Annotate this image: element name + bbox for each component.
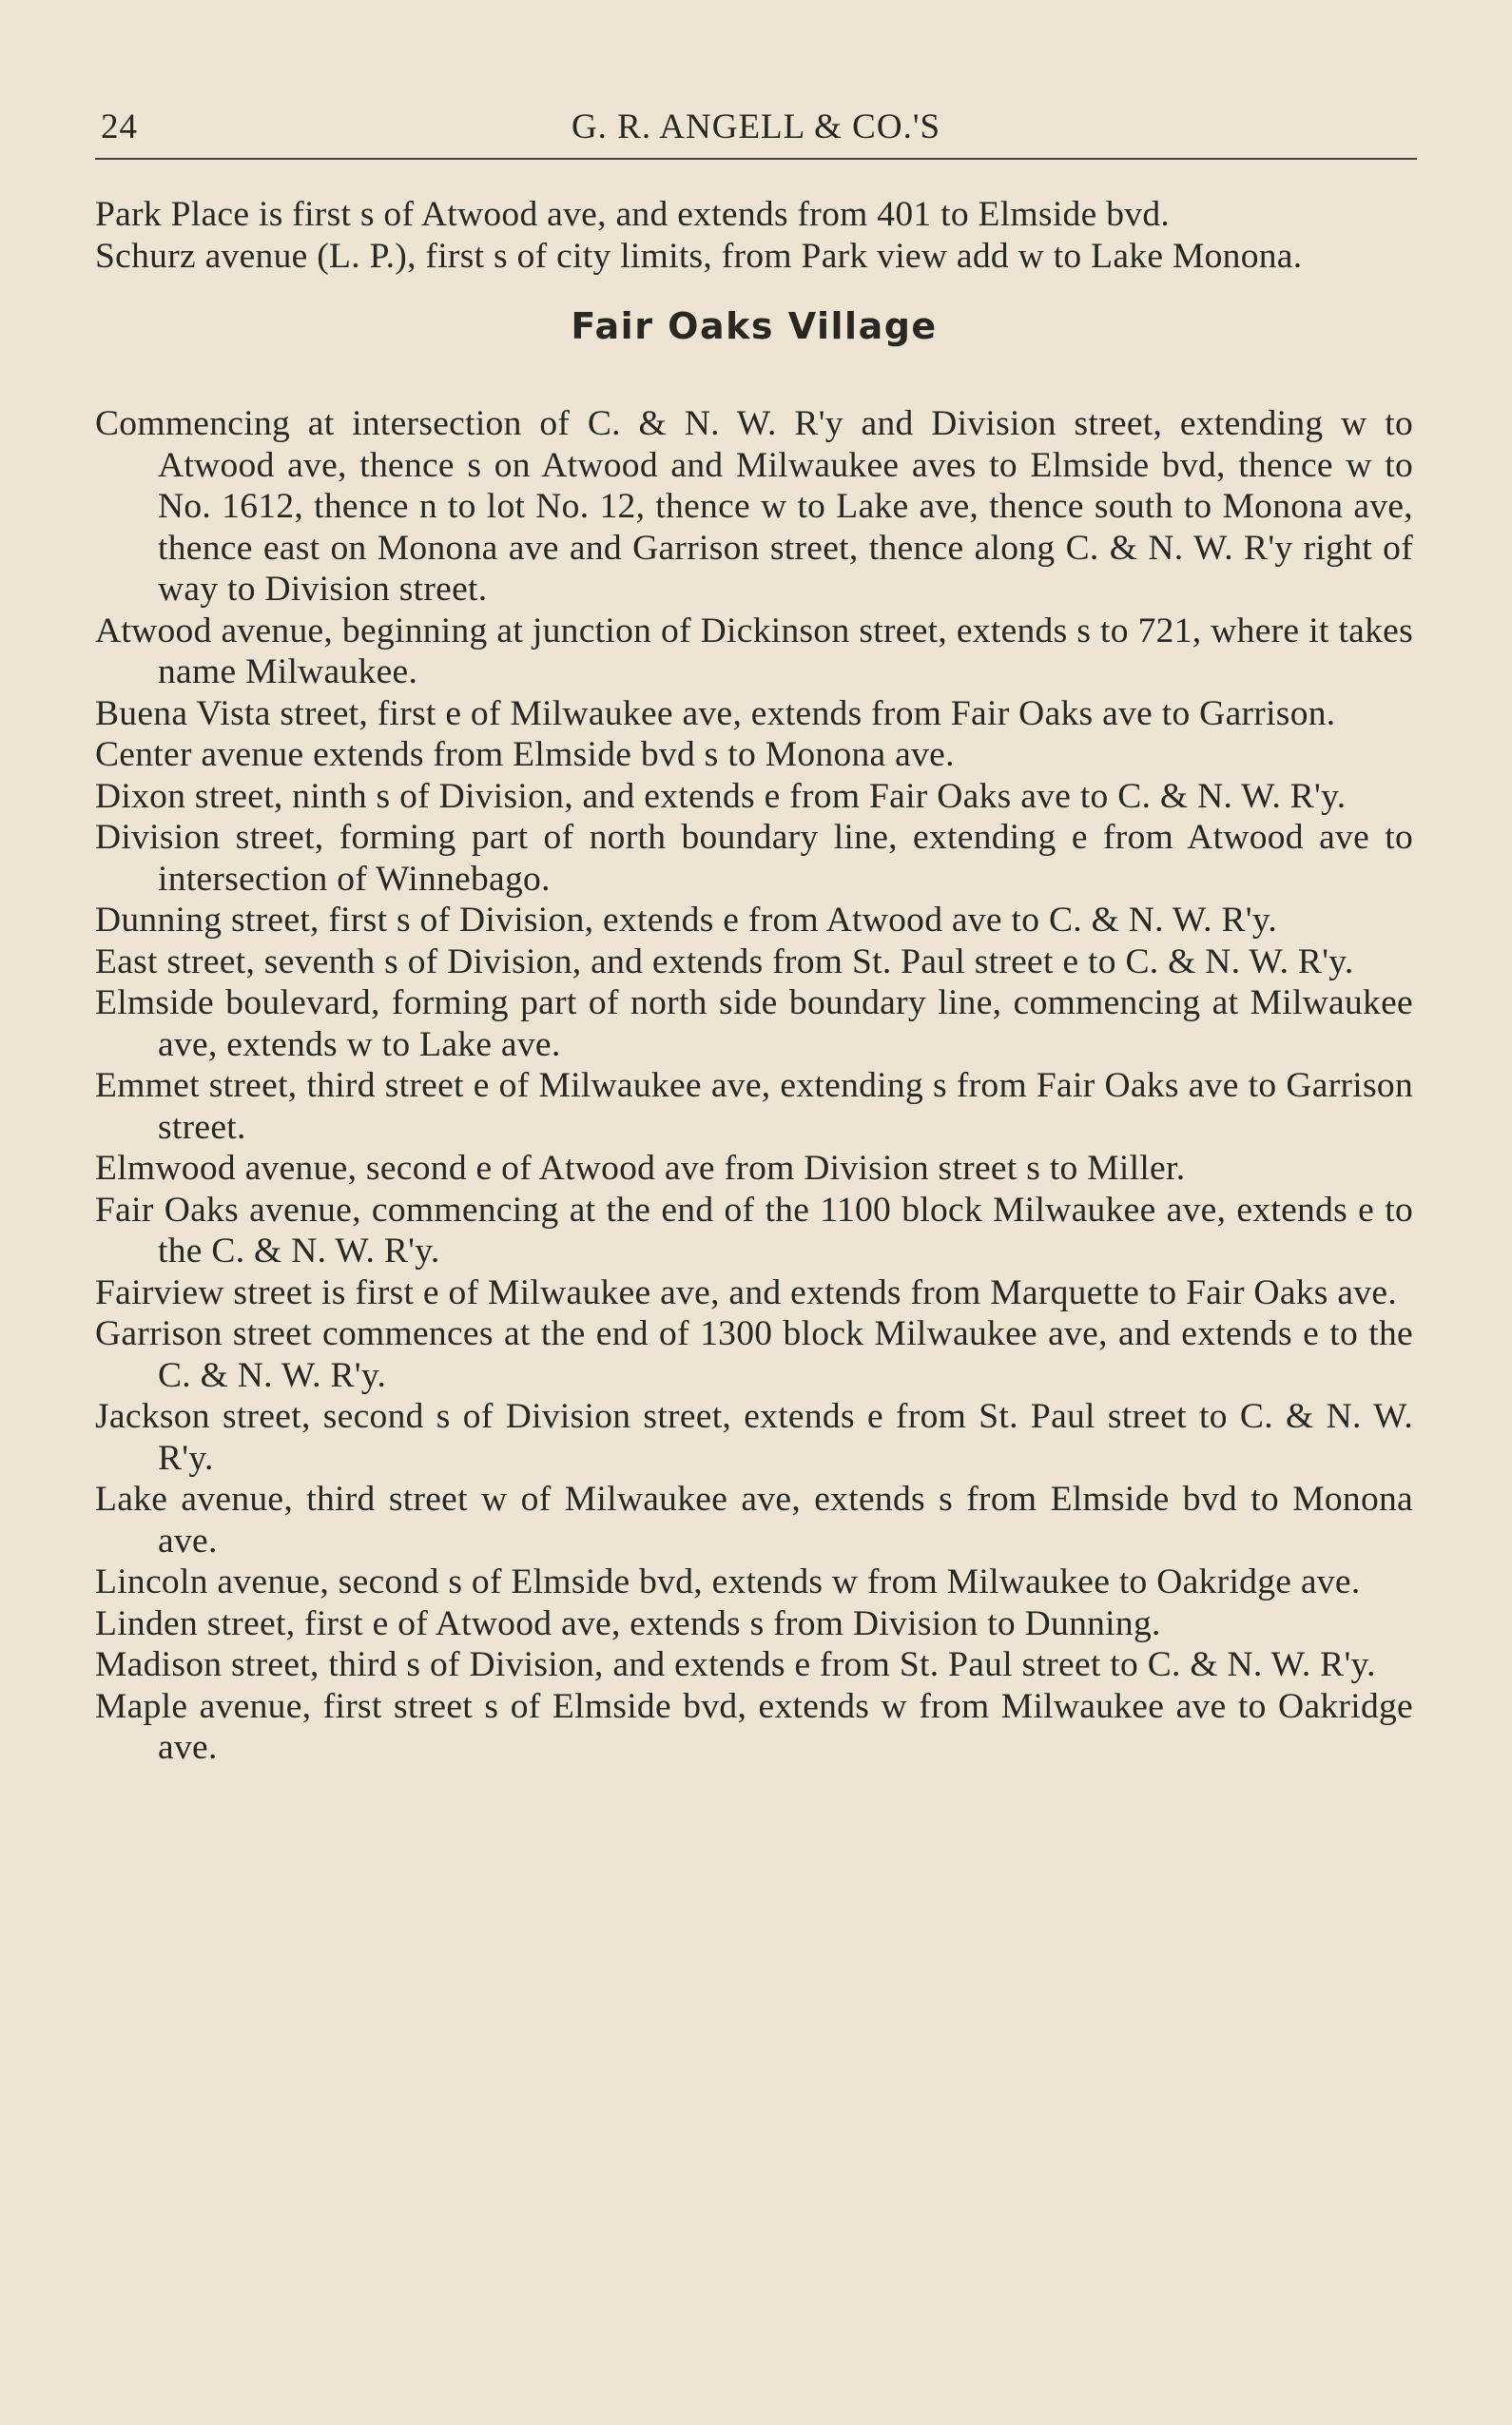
street-entry: Park Place is first s of Atwood ave, and extends from 401 to Elmside bvd. [95, 195, 1171, 234]
street-entry: Madison street, third s of Division, and extends e from St. Paul street to C. & N. W. R'y. [95, 1645, 1376, 1684]
section-heading: Fair Oaks Village [571, 305, 938, 347]
street-entry: Lake avenue, third street w of Milwaukee ave, extends s from Elmside bvd to Monona ave. [95, 1480, 1413, 1561]
page-header [95, 107, 1417, 152]
street-entry: Fairview street is first e of Milwaukee ave, and extends from Marquette to Fair Oaks ave. [95, 1272, 1397, 1312]
street-entry: Maple avenue, first street s of Elmside bvd, extends w from Milwaukee ave to Oakridge ave. [95, 1686, 1413, 1767]
street-entry: Lincoln avenue, second s of Elmside bvd, extends w from Milwaukee to Oakridge ave. [95, 1562, 1361, 1601]
street-entry: Garrison street commences at the end of 1300 block Milwaukee ave, and extends e to the C. & N. W. R'y. [95, 1314, 1413, 1395]
street-entry: Center avenue extends from Elmside bvd s to Monona ave. [95, 735, 955, 774]
running-head: G. R. ANGELL & CO.'S [571, 107, 941, 146]
street-entry: Elmwood avenue, second e of Atwood ave from Division street s to Miller. [95, 1149, 1186, 1188]
street-entry: Jackson street, second s of Division street, extends e from St. Paul street to C. & N. W. R'y. [95, 1397, 1413, 1478]
page-number: 24 [101, 107, 138, 146]
street-entry: Buena Vista street, first e of Milwaukee ave, extends from Fair Oaks ave to Garrison. [95, 693, 1336, 733]
street-entry: Schurz avenue (L. P.), first s of city limits, from Park view add w to Lake Monona. [95, 236, 1303, 276]
street-entry: Dunning street, first s of Division, extends e from Atwood ave to C. & N. W. R'y. [95, 901, 1278, 940]
street-entry: Division street, forming part of north boundary line, extending e from Atwood ave to intersection of Winnebago. [95, 818, 1413, 899]
street-entry: East street, seventh s of Division, and extends from St. Paul street e to C. & N. W. R'y. [95, 941, 1354, 981]
street-entry: Linden street, first e of Atwood ave, extends s from Division to Dunning. [95, 1603, 1161, 1643]
header-rule [95, 158, 1417, 160]
street-entry: Dixon street, ninth s of Division, and extends e from Fair Oaks ave to C. & N. W. R'y. [95, 776, 1347, 816]
street-entry: Emmet street, third street e of Milwaukee ave, extending s from Fair Oaks ave to Garrison street. [95, 1066, 1413, 1147]
street-entries [95, 194, 1413, 1769]
boundary-description: Commencing at intersection of C. & N. W. R'y and Division street, extending w to Atwood ave, thence s on Atwood and Milwaukee aves to Elmside bvd, thence w to No. 1612, thence n to lot No. 12, thence w to Lake ave, thence south to Monona ave, thence east on Monona ave and Garrison street, thence along C. & N. W. R'y right of way to Division street. [95, 404, 1413, 609]
street-entry: Elmside boulevard, forming part of north side boundary line, commencing at Milwaukee ave, extends w to Lake ave. [95, 983, 1413, 1064]
street-entry: Fair Oaks avenue, commencing at the end of the 1100 block Milwaukee ave, extends e to the C. & N. W. R'y. [95, 1190, 1413, 1271]
street-entry: Atwood avenue, beginning at junction of Dickinson street, extends s to 721, where it takes name Milwaukee. [95, 611, 1413, 691]
